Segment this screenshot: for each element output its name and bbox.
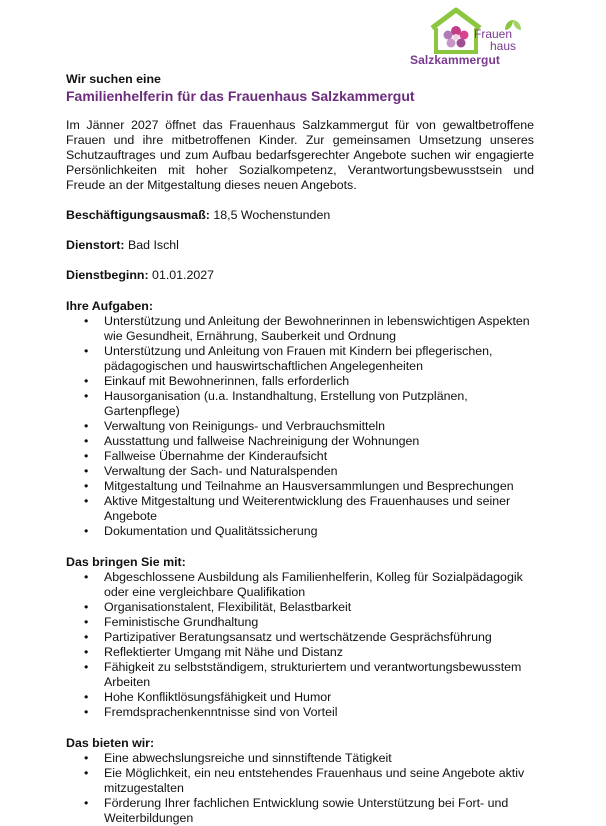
intro-paragraph: Im Jänner 2027 öffnet das Frauenhaus Salzkammergut für von gewaltbetroffene Frauen und ihre mitbetroffenen Kinder. Zur gemeinsamen Umsetzung unseres Schutzauftrages und zum Aufbau bedarfsgerechter Angebote suchen wir engagierte Persönlichkeiten mit hoher Sozialkompetenz, Verantwortungsbewusstsein und Freude an der Mitgestaltung dieses neuen Angebots.: [66, 118, 534, 192]
tasks-heading: Ihre Aufgaben:: [66, 299, 153, 313]
list-item: • Eie Möglichkeit, ein neu entstehendes Frauenhaus und seine Angebote aktiv mitzugestalten: [104, 766, 534, 796]
offers-list: [66, 751, 534, 826]
logo-text-salzkammergut: Salzkammergut: [410, 53, 500, 67]
offers-heading: Das bieten wir:: [66, 736, 155, 750]
list-item: • Eine abwechslungsreiche und sinnstiftende Tätigkeit: [104, 751, 534, 766]
list-item: • Verwaltung der Sach- und Naturalspenden: [104, 464, 534, 479]
list-item: • Unterstützung und Anleitung von Frauen mit Kindern bei pflegerischen, pädagogischen und hauswirtschaftlichen Angelegenheiten: [104, 344, 534, 374]
lead-line: Wir suchen eine: [66, 72, 161, 86]
tasks-list: [66, 314, 534, 539]
job-posting: [66, 72, 534, 826]
logo-text-haus: haus: [490, 39, 517, 53]
list-item: • Ausstattung und fallweise Nachreinigung der Wohnungen: [104, 434, 534, 449]
start-field: [66, 268, 534, 283]
list-item: • Dokumentation und Qualitätssicherung: [104, 524, 534, 539]
list-item: • Einkauf mit Bewohnerinnen, falls erforderlich: [104, 374, 534, 389]
list-item: • Reflektierter Umgang mit Nähe und Distanz: [104, 645, 534, 660]
requirements-list: [66, 570, 534, 720]
employment-label: Beschäftigungsausmaß:: [66, 208, 210, 222]
list-item: • Partizipativer Beratungsansatz und wertschätzende Gesprächsführung: [104, 630, 534, 645]
list-item: • Verwaltung von Reinigungs- und Verbrauchsmitteln: [104, 419, 534, 434]
list-item: • Unterstützung und Anleitung der Bewohnerinnen in lebenswichtigen Aspekten wie Gesundheit, Ernährung, Sauberkeit und Ordnung: [104, 314, 534, 344]
list-item: • Hohe Konfliktlösungsfähigkeit und Humor: [104, 690, 534, 705]
start-value: 01.01.2027: [148, 268, 215, 282]
logo-text-frauen: Frauen: [474, 27, 513, 41]
list-item: • Organisationstalent, Flexibilität, Belastbarkeit: [104, 600, 534, 615]
list-item: • Aktive Mitgestaltung und Weiterentwicklung des Frauenhauses und seiner Angebote: [104, 494, 534, 524]
requirements-heading: Das bringen Sie mit:: [66, 555, 186, 569]
page-title: Familienhelferin für das Frauenhaus Salzkammergut: [66, 88, 415, 104]
list-item: • Fremdsprachenkenntnisse sind von Vorteil: [104, 705, 534, 720]
frauenhaus-logo: [408, 4, 536, 68]
employment-field: [66, 208, 534, 223]
list-item: • Fallweise Übernahme der Kinderaufsicht: [104, 449, 534, 464]
employment-value: 18,5 Wochenstunden: [209, 208, 331, 222]
start-label: Dienstbeginn:: [66, 268, 149, 282]
list-item: • Abgeschlossene Ausbildung als Familienhelferin, Kolleg für Sozialpädagogik oder eine vergleichbare Qualifikation: [104, 570, 534, 600]
list-item: • Feministische Grundhaltung: [104, 615, 534, 630]
list-item: • Mitgestaltung und Teilnahme an Hausversammlungen und Besprechungen: [104, 479, 534, 494]
location-label: Dienstort:: [66, 238, 125, 252]
list-item: • Förderung Ihrer fachlichen Entwicklung sowie Unterstützung bei Fort- und Weiterbildungen: [104, 796, 534, 826]
location-value: Bad Ischl: [124, 238, 179, 252]
list-item: • Fähigkeit zu selbstständigem, strukturiertem und verantwortungsbewusstem Arbeiten: [104, 660, 534, 690]
list-item: • Hausorganisation (u.a. Instandhaltung, Erstellung von Putzplänen, Gartenpflege): [104, 389, 534, 419]
location-field: [66, 238, 534, 253]
